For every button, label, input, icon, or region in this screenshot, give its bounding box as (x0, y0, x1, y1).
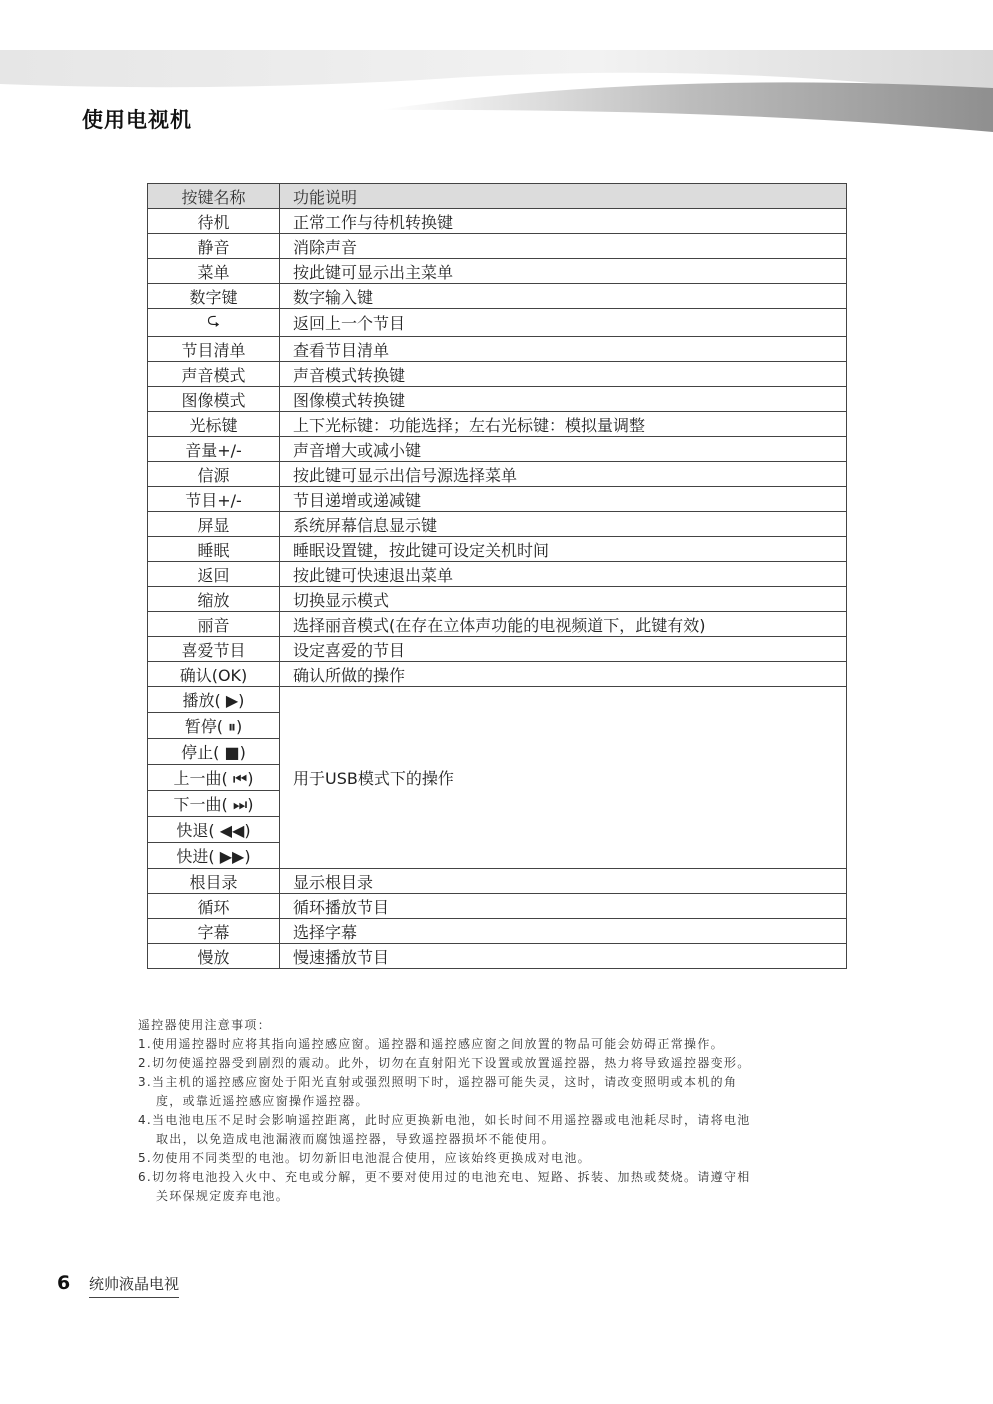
key-name-cell: 图像模式 (148, 387, 280, 412)
table-row (148, 309, 847, 337)
usb-key-cell: 快进( ▶▶) (148, 843, 280, 869)
table-row (148, 512, 847, 537)
table-row (148, 562, 847, 587)
remote-key-table (147, 183, 847, 969)
key-name-cell: 睡眠 (148, 537, 280, 562)
key-name-cell: 光标键 (148, 412, 280, 437)
table-row (148, 537, 847, 562)
key-name-cell: 返回 (148, 562, 280, 587)
note-item: 4.当电池电压不足时会影响遥控距离，此时应更换新电池，如长时间不用遥控器或电池耗尽时，请将电池取出，以免造成电池漏液而腐蚀遥控器，导致遥控器损坏不能使用。 (138, 1113, 751, 1146)
key-name-cell: ⮎ (148, 309, 280, 337)
table-row (148, 362, 847, 387)
table-row (148, 587, 847, 612)
table-row (148, 662, 847, 687)
table-row (148, 387, 847, 412)
table-row (148, 462, 847, 487)
key-name-cell: 喜爱节目 (148, 637, 280, 662)
key-function-cell: 慢速播放节目 (280, 944, 847, 969)
key-function-cell: 按此键可快速退出菜单 (280, 562, 847, 587)
key-name-cell: 节目+/- (148, 487, 280, 512)
key-function-cell: 节目递增或递减键 (280, 487, 847, 512)
key-name-cell: 静音 (148, 234, 280, 259)
table-row (148, 234, 847, 259)
key-name-cell: 丽音 (148, 612, 280, 637)
usb-key-cell: 下一曲( ⏭) (148, 791, 280, 817)
key-function-cell: 按此键可显示出信号源选择菜单 (280, 462, 847, 487)
usb-key-cell: 暂停( ⏸) (148, 713, 280, 739)
key-name-cell: 声音模式 (148, 362, 280, 387)
key-function-cell: 上下光标键：功能选择；左右光标键：模拟量调整 (280, 412, 847, 437)
table-header-row (148, 184, 847, 209)
key-function-cell: 按此键可显示出主菜单 (280, 259, 847, 284)
table-row (148, 337, 847, 362)
key-function-cell: 睡眠设置键，按此键可设定关机时间 (280, 537, 847, 562)
note-item: 3.当主机的遥控感应窗处于阳光直射或强烈照明下时，遥控器可能失灵，这时，请改变照明或本机的角度，或靠近遥控感应窗操作遥控器。 (138, 1075, 738, 1108)
page-number: 6 (57, 1272, 71, 1294)
key-name-cell: 菜单 (148, 259, 280, 284)
key-name-cell: 信源 (148, 462, 280, 487)
usb-key-cell: 快退( ◀◀) (148, 817, 280, 843)
key-name-cell: 音量+/- (148, 437, 280, 462)
key-name-cell: 屏显 (148, 512, 280, 537)
usb-function-cell: 用于USB模式下的操作 (280, 687, 847, 869)
note-item: 2.切勿使遥控器受到剧烈的震动。此外，切勿在直射阳光下设置或放置遥控器，热力将导致遥控器变形。 (138, 1056, 751, 1070)
key-function-cell: 设定喜爱的节目 (280, 637, 847, 662)
page-title: 使用电视机 (82, 108, 192, 132)
table-row (148, 894, 847, 919)
key-function-cell: 选择丽音模式(在存在立体声功能的电视频道下，此键有效) (280, 612, 847, 637)
key-function-cell: 确认所做的操作 (280, 662, 847, 687)
key-name-cell: 循环 (148, 894, 280, 919)
key-name-cell: 缩放 (148, 587, 280, 612)
table-row (148, 209, 847, 234)
key-function-cell: 循环播放节目 (280, 894, 847, 919)
key-name-cell: 待机 (148, 209, 280, 234)
table-row (148, 687, 847, 713)
key-name-cell: 确认(OK) (148, 662, 280, 687)
key-function-cell: 图像模式转换键 (280, 387, 847, 412)
brand-name: 统帅液晶电视 (89, 1273, 179, 1298)
key-name-cell: 字幕 (148, 919, 280, 944)
table-row (148, 637, 847, 662)
usb-key-cell: 停止( ■) (148, 739, 280, 765)
note-item: 5.勿使用不同类型的电池。切勿新旧电池混合使用，应该始终更换成对电池。 (138, 1151, 591, 1165)
notes-title: 遥控器使用注意事项： (138, 1018, 272, 1032)
table-row (148, 487, 847, 512)
note-item: 1.使用遥控器时应将其指向遥控感应窗。遥控器和遥控感应窗之间放置的物品可能会妨碍正常操作。 (138, 1037, 724, 1051)
table-row (148, 284, 847, 309)
usb-key-cell: 播放( ▶) (148, 687, 280, 713)
key-function-cell: 系统屏幕信息显示键 (280, 512, 847, 537)
key-name-cell: 节目清单 (148, 337, 280, 362)
key-function-cell: 返回上一个节目 (280, 309, 847, 337)
key-function-cell: 正常工作与待机转换键 (280, 209, 847, 234)
table-row (148, 412, 847, 437)
table-row (148, 612, 847, 637)
column-header-desc: 功能说明 (280, 184, 847, 209)
key-function-cell: 切换显示模式 (280, 587, 847, 612)
key-function-cell: 数字输入键 (280, 284, 847, 309)
key-function-cell: 声音增大或减小键 (280, 437, 847, 462)
usb-key-cell: 上一曲( ⏮) (148, 765, 280, 791)
key-function-cell: 选择字幕 (280, 919, 847, 944)
remote-usage-notes (138, 1016, 758, 1206)
key-function-cell: 查看节目清单 (280, 337, 847, 362)
key-name-cell: 根目录 (148, 869, 280, 894)
table-row (148, 944, 847, 969)
notes-list (138, 1035, 758, 1206)
column-header-key: 按键名称 (148, 184, 280, 209)
key-function-cell: 声音模式转换键 (280, 362, 847, 387)
table-row (148, 259, 847, 284)
note-item: 6.切勿将电池投入火中、充电或分解，更不要对使用过的电池充电、短路、拆装、加热或焚烧。请遵守相关环保规定废弃电池。 (138, 1170, 751, 1203)
key-function-cell: 消除声音 (280, 234, 847, 259)
table-row (148, 919, 847, 944)
table-row (148, 437, 847, 462)
key-name-cell: 慢放 (148, 944, 280, 969)
key-function-cell: 显示根目录 (280, 869, 847, 894)
table-row (148, 869, 847, 894)
key-name-cell: 数字键 (148, 284, 280, 309)
